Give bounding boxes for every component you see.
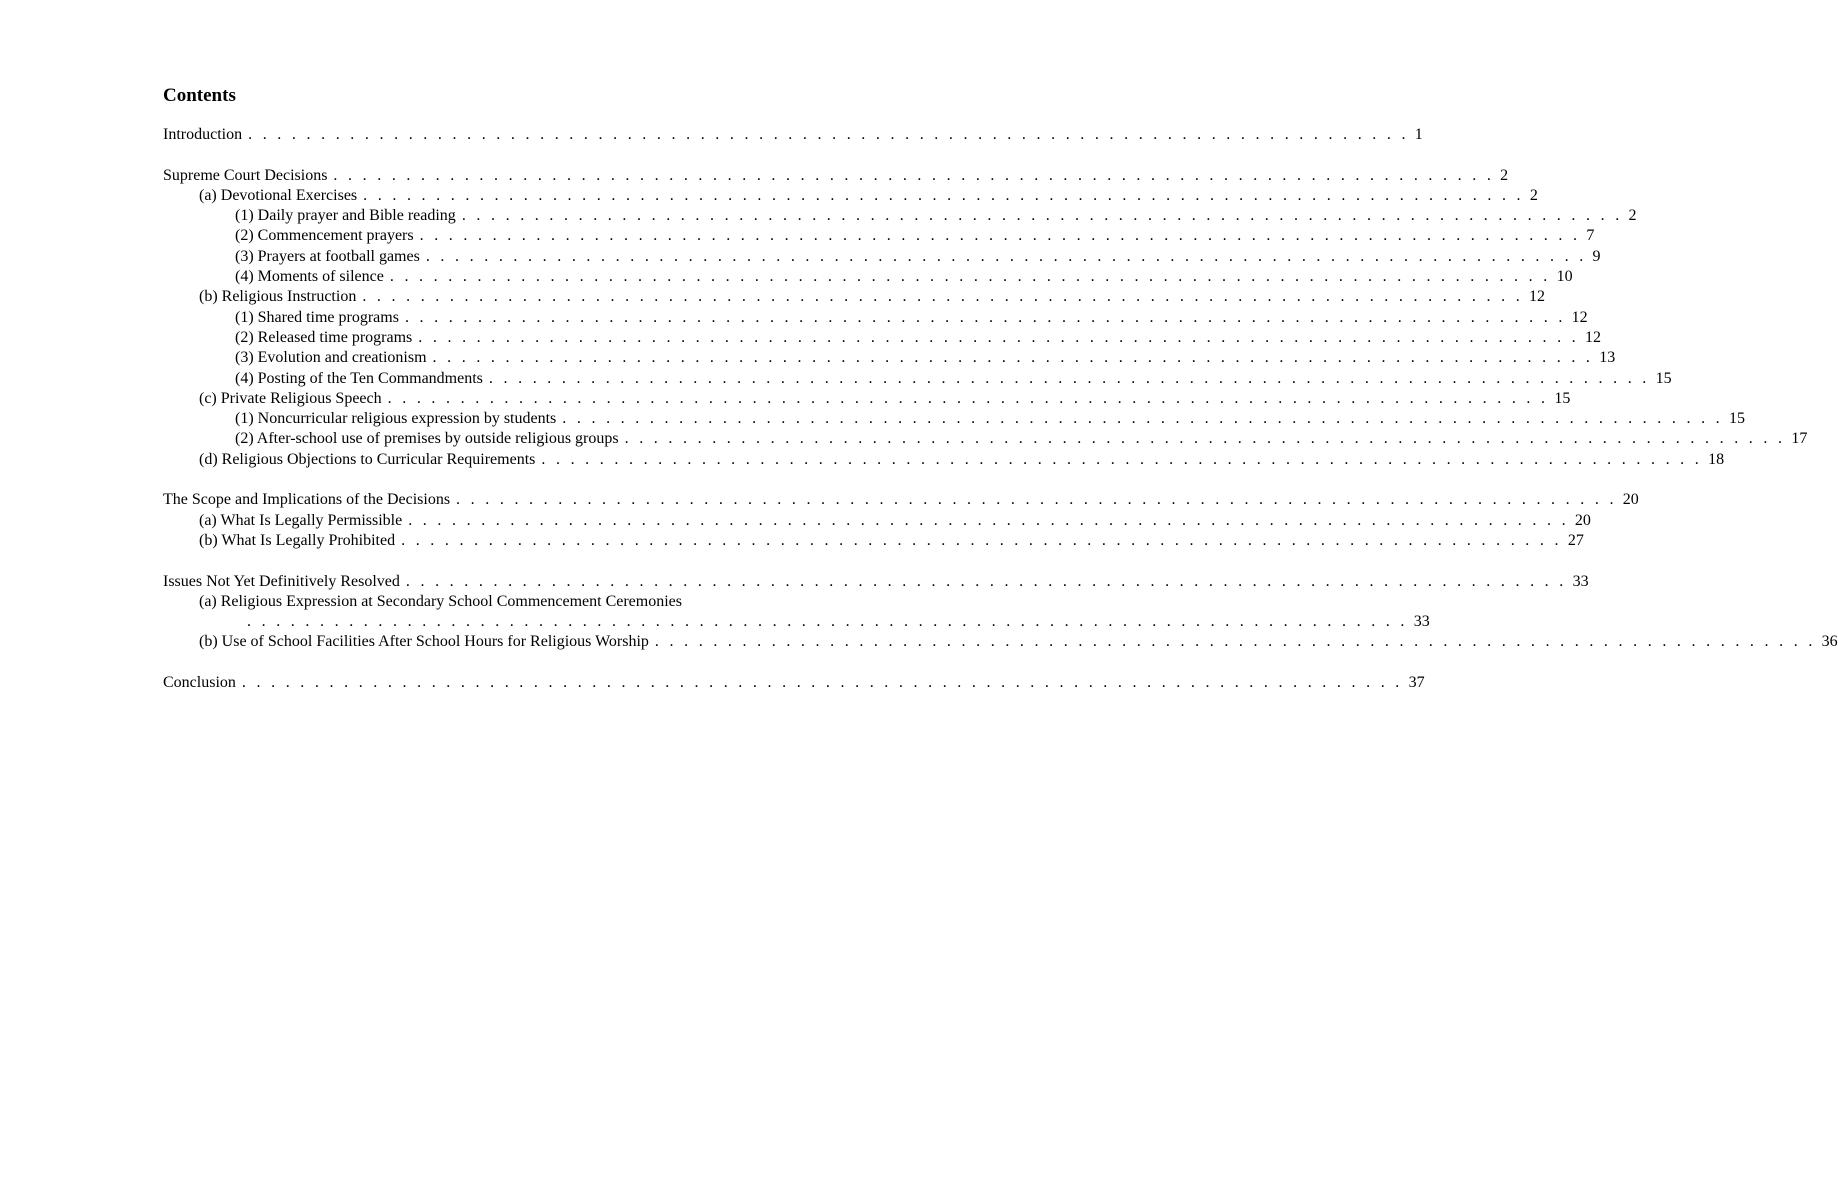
toc-entry[interactable] (163, 369, 1672, 389)
toc-entry-label: (3) Prayers at football games (235, 247, 420, 265)
toc-entry-label: (b) Use of School Facilities After School Hours for Religious Worship (199, 633, 649, 651)
table-of-contents-page (163, 84, 1838, 714)
toc-page-number: 20 (1622, 491, 1639, 509)
toc-entry-label: (d) Religious Objections to Curricular Requirements (199, 450, 536, 468)
toc-dot-leader: . . . . . . . . . . . . . . . . . . . . . . . . . . . . . . . . . . . . . . . . . . . . . . . . . . . . . . . . . . . . . . . . . . . . . . . . . . . . . . . . (387, 389, 1549, 407)
toc-entry[interactable] (163, 531, 1584, 551)
toc-page-number: 20 (1574, 511, 1591, 529)
toc-dot-leader: . . . . . . . . . . . . . . . . . . . . . . . . . . . . . . . . . . . . . . . . . . . . . . . . . . . . . . . . . . . . . . . . . . . . . . . . . . . . . . . . (363, 186, 1524, 204)
toc-page-number: 36 (1821, 633, 1838, 651)
toc-page-number: 2 (1529, 186, 1538, 204)
toc-entry-label: (4) Moments of silence (235, 268, 384, 286)
toc-entry-label: (a) Devotional Exercises (199, 186, 358, 204)
toc-entry-label: (b) What Is Legally Prohibited (199, 531, 396, 549)
toc-dot-leader: . . . . . . . . . . . . . . . . . . . . . . . . . . . . . . . . . . . . . . . . . . . . . . . . . . . . . . . . . . . . . . . . . . . . . . . . . . . . . . . . (248, 126, 1409, 143)
toc-page-number: 15 (1655, 369, 1672, 387)
toc-entry[interactable] (163, 247, 1601, 267)
toc-dot-leader: . . . . . . . . . . . . . . . . . . . . . . . . . . . . . . . . . . . . . . . . . . . . . . . . . . . . . . . . . . . . . . . . . . . . . . . . . . . . . . . . (333, 166, 1495, 184)
toc-entry-label: Conclusion (163, 674, 236, 692)
toc-entry-label: (1) Shared time programs (235, 308, 399, 326)
toc-entry[interactable] (163, 429, 1808, 449)
toc-dot-leader: . . . . . . . . . . . . . . . . . . . . . . . . . . . . . . . . . . . . . . . . . . . . . . . . . . . . . . . . . . . . . . . . . . . . . . . . . . . . . . . . (405, 572, 1567, 590)
toc-entry[interactable] (163, 632, 1838, 652)
toc-entry[interactable] (163, 267, 1573, 287)
toc-entry[interactable] (163, 348, 1616, 368)
toc-entry-label: (a) What Is Legally Permissible (199, 511, 403, 529)
toc-page-number: 27 (1567, 531, 1584, 549)
toc-dot-leader: . . . . . . . . . . . . . . . . . . . . . . . . . . . . . . . . . . . . . . . . . . . . . . . . . . . . . . . . . . . . . . . . . . . . . . . . . . . . . . . . (461, 207, 1623, 225)
toc-page-number: 13 (1599, 349, 1616, 367)
toc-entry[interactable] (163, 166, 1509, 186)
toc-page-number: 15 (1728, 410, 1745, 428)
toc-page-number: 9 (1592, 247, 1601, 265)
toc-dot-leader: . . . . . . . . . . . . . . . . . . . . . . . . . . . . . . . . . . . . . . . . . . . . . . . . . . . . . . . . . . . . . . . . . . . . . . . . . . . . . . . . (541, 450, 1703, 468)
toc-entry[interactable] (163, 450, 1725, 470)
toc-dot-leader: . . . . . . . . . . . . . . . . . . . . . . . . . . . . . . . . . . . . . . . . . . . . . . . . . . . . . . . . . . . . . . . . . . . . . . . . . . . . . . . . (418, 328, 1579, 346)
toc-page-number: 12 (1529, 288, 1546, 306)
toc-page-number: 7 (1586, 227, 1595, 245)
toc-page-number: 33 (1572, 572, 1589, 590)
toc-dot-leader: . . . . . . . . . . . . . . . . . . . . . . . . . . . . . . . . . . . . . . . . . . . . . . . . . . . . . . . . . . . . . . . . . . . . . . . . . . . . . . . . (389, 268, 1551, 286)
toc-dot-leader: . . . . . . . . . . . . . . . . . . . . . . . . . . . . . . . . . . . . . . . . . . . . . . . . . . . . . . . . . . . . . . . . . . . . . . . . . . . . . . . . (419, 227, 1581, 245)
toc-entry-label: (2) Commencement prayers (235, 227, 414, 245)
toc-page-number: 18 (1708, 450, 1725, 468)
toc-entry-label: (2) After-school use of premises by outside religious groups (235, 430, 619, 448)
toc-dot-leader: . . . . . . . . . . . . . . . . . . . . . . . . . . . . . . . . . . . . . . . . . . . . . . . . . . . . . . . . . . . . . . . . . . . . . . . . . . . . . . . . (654, 633, 1816, 651)
toc-entry-label: Issues Not Yet Definitively Resolved (163, 572, 400, 590)
toc-dot-leader: . . . . . . . . . . . . . . . . . . . . . . . . . . . . . . . . . . . . . . . . . . . . . . . . . . . . . . . . . . . . . . . . . . . . . . . . . . . . . . . . (247, 613, 1408, 631)
toc-entry-label: (4) Posting of the Ten Commandments (235, 369, 483, 387)
toc-entry-label: (1) Noncurricular religious expression by students (235, 410, 557, 428)
toc-dot-leader: . . . . . . . . . . . . . . . . . . . . . . . . . . . . . . . . . . . . . . . . . . . . . . . . . . . . . . . . . . . . . . . . . . . . . . . . . . . . . . . . (432, 349, 1594, 367)
toc-entry-label: (3) Evolution and creationism (235, 349, 427, 367)
toc-dot-leader: . . . . . . . . . . . . . . . . . . . . . . . . . . . . . . . . . . . . . . . . . . . . . . . . . . . . . . . . . . . . . . . . . . . . . . . . . . . . . . . . (401, 531, 1562, 549)
toc-entry-label: Introduction (163, 126, 243, 143)
toc-dot-leader: . . . . . . . . . . . . . . . . . . . . . . . . . . . . . . . . . . . . . . . . . . . . . . . . . . . . . . . . . . . . . . . . . . . . . . . . . . . . . . . . (562, 410, 1723, 428)
toc-entry[interactable] (163, 287, 1546, 307)
toc-page-number: 1 (1414, 126, 1423, 143)
toc-page-number: 12 (1571, 308, 1588, 326)
toc-page-number: 37 (1408, 674, 1425, 692)
toc-entry[interactable] (163, 206, 1637, 226)
toc-list (163, 125, 1838, 693)
toc-page-number: 33 (1413, 613, 1430, 631)
toc-entry[interactable] (163, 612, 1430, 632)
toc-dot-leader: . . . . . . . . . . . . . . . . . . . . . . . . . . . . . . . . . . . . . . . . . . . . . . . . . . . . . . . . . . . . . . . . . . . . . . . . . . . . . . . . (404, 308, 1566, 326)
toc-dot-leader: . . . . . . . . . . . . . . . . . . . . . . . . . . . . . . . . . . . . . . . . . . . . . . . . . . . . . . . . . . . . . . . . . . . . . . . . . . . . . . . . (624, 430, 1786, 448)
toc-entry-label: (b) Religious Instruction (199, 288, 357, 306)
toc-section (163, 166, 1808, 470)
toc-page-number: 10 (1556, 268, 1573, 286)
toc-entry[interactable] (163, 409, 1745, 429)
toc-page-number: 12 (1584, 328, 1601, 346)
toc-entry[interactable] (163, 125, 1423, 145)
toc-entry[interactable] (163, 389, 1571, 409)
toc-entry[interactable] (163, 328, 1601, 348)
toc-entry-label: The Scope and Implications of the Decisions (163, 491, 451, 509)
toc-entry[interactable] (163, 308, 1588, 328)
toc-dot-leader: . . . . . . . . . . . . . . . . . . . . . . . . . . . . . . . . . . . . . . . . . . . . . . . . . . . . . . . . . . . . . . . . . . . . . . . . . . . . . . . . (456, 491, 1617, 509)
toc-section (163, 490, 1639, 551)
toc-page-number: 17 (1791, 430, 1808, 448)
toc-page-number: 15 (1554, 389, 1571, 407)
toc-entry-label: (2) Released time programs (235, 328, 413, 346)
toc-section (163, 673, 1425, 693)
toc-section (163, 572, 1838, 653)
toc-dot-leader: . . . . . . . . . . . . . . . . . . . . . . . . . . . . . . . . . . . . . . . . . . . . . . . . . . . . . . . . . . . . . . . . . . . . . . . . . . . . . . . . (362, 288, 1524, 306)
toc-entry[interactable] (163, 490, 1639, 510)
toc-dot-leader: . . . . . . . . . . . . . . . . . . . . . . . . . . . . . . . . . . . . . . . . . . . . . . . . . . . . . . . . . . . . . . . . . . . . . . . . . . . . . . . . (241, 674, 1403, 692)
toc-entry-label[interactable]: (a) Religious Expression at Secondary School Commencement Ceremonies (199, 592, 682, 610)
toc-entry[interactable] (163, 673, 1425, 693)
toc-entry[interactable] (163, 511, 1591, 531)
toc-dot-leader: . . . . . . . . . . . . . . . . . . . . . . . . . . . . . . . . . . . . . . . . . . . . . . . . . . . . . . . . . . . . . . . . . . . . . . . . . . . . . . . . (425, 247, 1587, 265)
toc-entry[interactable] (163, 186, 1538, 206)
toc-section (163, 125, 1423, 145)
toc-entry-label: Supreme Court Decisions (163, 166, 328, 184)
toc-dot-leader: . . . . . . . . . . . . . . . . . . . . . . . . . . . . . . . . . . . . . . . . . . . . . . . . . . . . . . . . . . . . . . . . . . . . . . . . . . . . . . . . (488, 369, 1650, 387)
toc-dot-leader: . . . . . . . . . . . . . . . . . . . . . . . . . . . . . . . . . . . . . . . . . . . . . . . . . . . . . . . . . . . . . . . . . . . . . . . . . . . . . . . . (408, 511, 1569, 529)
toc-entry[interactable] (163, 226, 1595, 246)
toc-page-number: 2 (1500, 166, 1509, 184)
toc-page-number: 2 (1628, 207, 1637, 225)
toc-entry-label: (c) Private Religious Speech (199, 389, 382, 407)
toc-entry-label: (1) Daily prayer and Bible reading (235, 207, 456, 225)
page-title: Contents (163, 85, 236, 106)
toc-entry[interactable] (163, 572, 1589, 592)
